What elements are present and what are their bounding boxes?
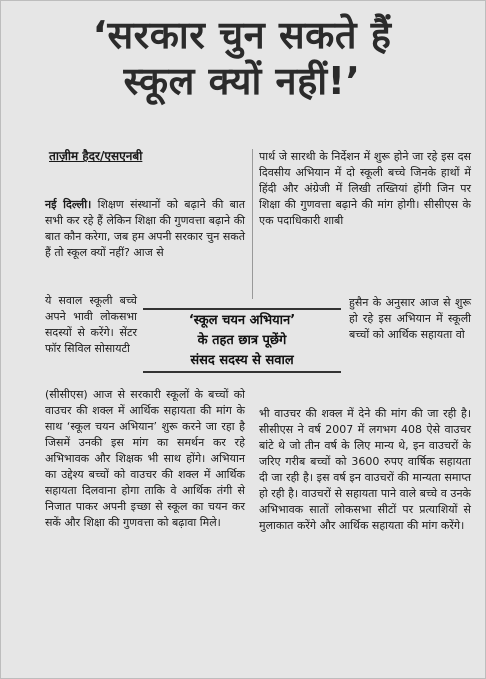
pull-quote-line-3: संसद सदस्य से सवाल [190,353,294,368]
headline-line-1: ‘सरकार चुन सकते हैं [92,13,392,57]
body-paragraph-4: पार्थ जे सारथी के निर्देशन में शुरू होने जा रहे इस दस दिवसीय अभियान में दो स्कूली बच्चे जिनके हाथों में हिंदी और अंग्रेजी में लिखी तख्तियां होंगी जिन पर शिक्षा की गुणवत्ता बढ़ाने की मांग होगी। सीसीएस के एक पदाधिकारी शाबी [259,150,471,227]
body-paragraph-1: शिक्षण संस्थानों को बढ़ाने की बात सभी कर रहे हैं लेकिन शिक्षा की गुणवत्ता बढ़ाने की बात कौन करेगा, जब हम अपनी सरकार चुन सकते हैं तो स्कूल क्यों नहीं? आज से [45,198,246,259]
body-paragraph-2: ये सवाल स्कूली बच्चे अपने भावी लोकसभा सदस्यों से करेंगे। सेंटर फॉर सिविल सोसायटी [45,294,137,355]
headline [17,13,467,105]
pull-quote-line-1: ‘स्कूल चयन अभियान’ [188,313,296,328]
left-column-bottom [45,387,245,531]
pull-quote [143,308,341,373]
left-column-top [45,197,245,261]
left-column-middle [45,293,137,357]
body-paragraph-5: हुसैन के अनुसार आज से शुरू हो रहे इस अभियान में स्कूली बच्चों को आर्थिक सहायता वो [349,296,471,341]
top-strip [19,1,486,9]
right-column-middle [349,295,471,343]
headline-line-2: स्कूल क्यों नहीं!’ [123,59,361,103]
body-paragraph-3: (सीसीएस) आज से सरकारी स्कूलों के बच्चों को वाउचर की शक्ल में आर्थिक सहायता की मांग के साथ ‘स्कूल चयन अभियान’ शुरू करने जा रहा है जिसमें उनकी इस मांग का समर्थन कर रहे अभिभावक और शिक्षक भी साथ होंगे। अभियान का उद्देश्य बच्चों को वाउचर की शक्ल में आर्थिक सहायता दिलवाना होगा ताकि वे आर्थिक तंगी से निजात पाकर अपनी इच्छा से स्कूल का चयन कर सकें और शिक्षा की गुणवत्ता को बढ़ावा मिले। [45,388,245,529]
body-paragraph-6: भी वाउचर की शक्ल में देने की मांग की जा रही है। सीसीएस ने वर्ष 2007 में लगभग 408 ऐसे वाउचर बांटे थे जो तीन वर्ष के लिए मान्य थे, इन वाउचरों के जरिए गरीब बच्चों को 3600 रुपए वार्षिक सहायता दी जा रही है। इस वर्ष इन वाउचरों की मान्यता समाप्त हो रही है। वाउचरों से सहायता पाने वाले बच्चे व उनके अभिभावक सातों लोकसभा सीटों पर प्रत्याशियों से मुलाकात करेंगे और आर्थिक सहायता की मांग करेंगे। [259,407,471,532]
column-divider [252,149,253,299]
dateline: नई दिल्ली। [45,198,92,211]
right-column-top [259,149,471,229]
pull-quote-line-2: के तहत छात्र पूछेंगे [197,333,287,348]
right-column-bottom [259,406,471,534]
byline: ताज़ीम हैदर/एसएनबी [49,149,143,163]
